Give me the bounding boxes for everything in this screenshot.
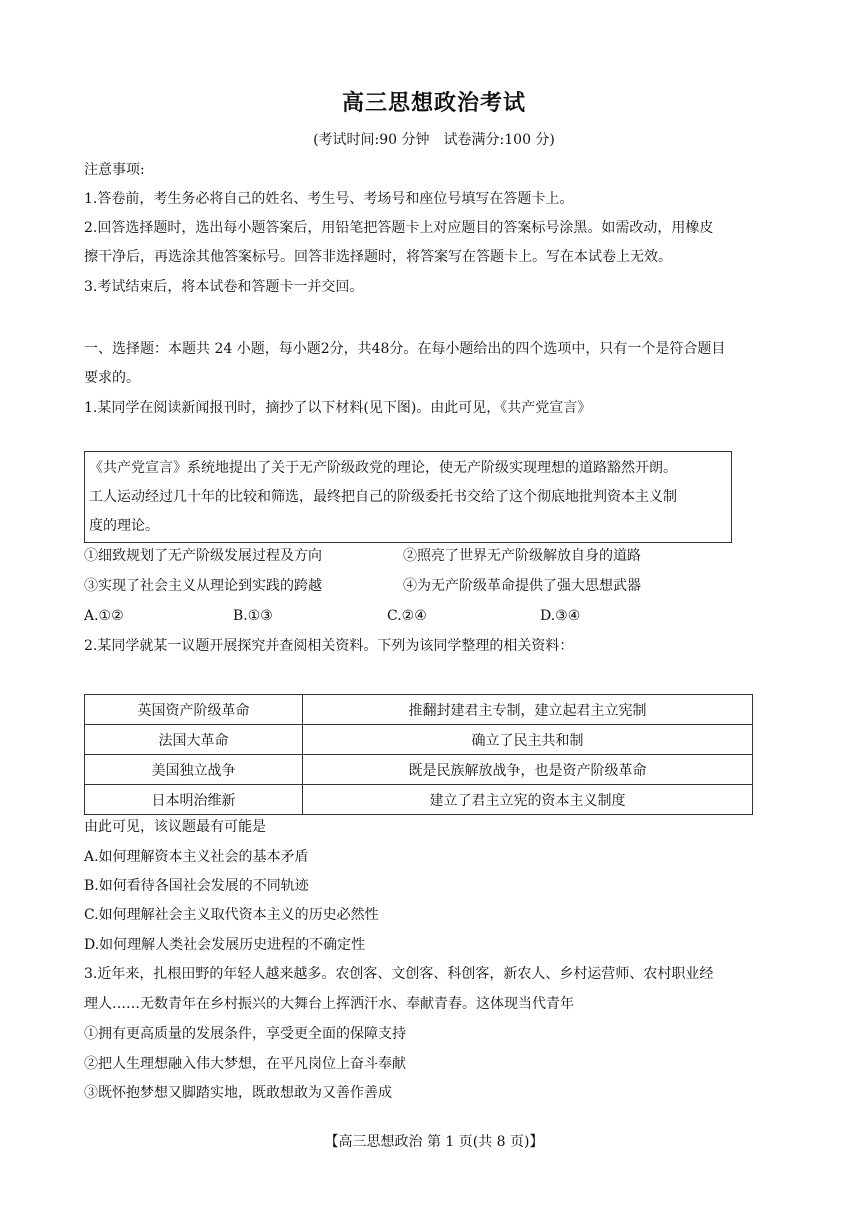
q1-material-line: 《共产党宣言》系统地提出了关于无产阶级政党的理论，使无产阶级实现理想的道路豁然开朗。: [89, 460, 677, 476]
exam-subtitle: (考试时间:90 分钟 试卷满分:100 分): [313, 132, 555, 148]
section-intro: 要求的。: [84, 370, 140, 386]
section-intro: 一、选择题：本题共 24 小题，每小题2分，共48分。在每小题给出的四个选项中，只有一个是符合题目: [84, 341, 726, 357]
table-row: [85, 755, 753, 785]
q1-stem: 1.某同学在阅读新闻报刊时，摘抄了以下材料(见下图)。由此可见，《共产党宣言》: [84, 400, 592, 416]
table-cell: 推翻封建君主专制，建立起君主立宪制: [303, 695, 753, 725]
table-cell: 日本明治维新: [85, 785, 303, 815]
table-cell: 确立了民主共和制: [303, 725, 753, 755]
q1-statement: ①细致规划了无产阶级发展过程及方向: [84, 548, 322, 564]
table-row: [85, 725, 753, 755]
notes-heading: 注意事项:: [84, 162, 145, 178]
q3-stem: 理人……无数青年在乡村振兴的大舞台上挥洒汗水、奉献青春。这体现当代青年: [84, 996, 574, 1012]
q2-option-c: C.如何理解社会主义取代资本主义的历史必然性: [84, 907, 379, 923]
q1-material-line: 工人运动经过几十年的比较和筛选，最终把自己的阶级委托书交给了这个彻底地批判资本主义制: [89, 489, 677, 505]
q2-table: [84, 694, 753, 815]
table-cell: 美国独立战争: [85, 755, 303, 785]
q3-statement: ②把人生理想融入伟大梦想，在平凡岗位上奋斗奉献: [84, 1056, 406, 1072]
table-cell: 法国大革命: [85, 725, 303, 755]
q3-statement: ①拥有更高质量的发展条件，享受更全面的保障支持: [84, 1026, 406, 1042]
q1-statement: ④为无产阶级革命提供了强大思想武器: [403, 578, 641, 594]
q1-choice-c: C.②④: [387, 608, 427, 624]
q2-option-d: D.如何理解人类社会发展历史进程的不确定性: [84, 937, 366, 953]
table-cell: 建立了君主立宪的资本主义制度: [303, 785, 753, 815]
note-item: 擦干净后，再选涂其他答案标号。回答非选择题时，将答案写在答题卡上。写在本试卷上无效。: [84, 249, 672, 265]
table-cell: 英国资产阶级革命: [85, 695, 303, 725]
table-row: [85, 695, 753, 725]
q2-question: 由此可见，该议题最有可能是: [84, 819, 266, 835]
note-item: 3.考试结束后，将本试卷和答题卡一并交回。: [84, 279, 364, 295]
q3-stem: 3.近年来，扎根田野的年轻人越来越多。农创客、文创客、科创客，新农人、乡村运营师、农村职业经: [84, 966, 714, 982]
q2-option-b: B.如何看待各国社会发展的不同轨迹: [84, 878, 309, 894]
q1-material-line: 度的理论。: [89, 518, 159, 534]
q1-choice-d: D.③④: [540, 608, 581, 624]
page-footer: 【高三思想政治 第 1 页(共 8 页)】: [324, 1134, 544, 1150]
q1-statement: ③实现了社会主义从理论到实践的跨越: [84, 578, 322, 594]
q1-material-box: [84, 451, 732, 543]
table-cell: 既是民族解放战争，也是资产阶级革命: [303, 755, 753, 785]
table-row: [85, 785, 753, 815]
q1-statement: ②照亮了世界无产阶级解放自身的道路: [403, 548, 641, 564]
exam-title: 高三思想政治考试: [341, 91, 526, 116]
note-item: 1.答卷前，考生务必将自己的姓名、考生号、考场号和座位号填写在答题卡上。: [84, 191, 574, 207]
note-item: 2.回答选择题时，选出每小题答案后，用铅笔把答题卡上对应题目的答案标号涂黑。如需改动，用橡皮: [84, 220, 714, 236]
q2-stem: 2.某同学就某一议题开展探究并查阅相关资料。下列为该同学整理的相关资料：: [84, 638, 574, 654]
q1-choice-b: B.①③: [233, 608, 273, 624]
q3-statement: ③既怀抱梦想又脚踏实地，既敢想敢为又善作善成: [84, 1085, 392, 1101]
q1-choice-a: A.①②: [84, 608, 124, 624]
q2-option-a: A.如何理解资本主义社会的基本矛盾: [84, 849, 309, 865]
